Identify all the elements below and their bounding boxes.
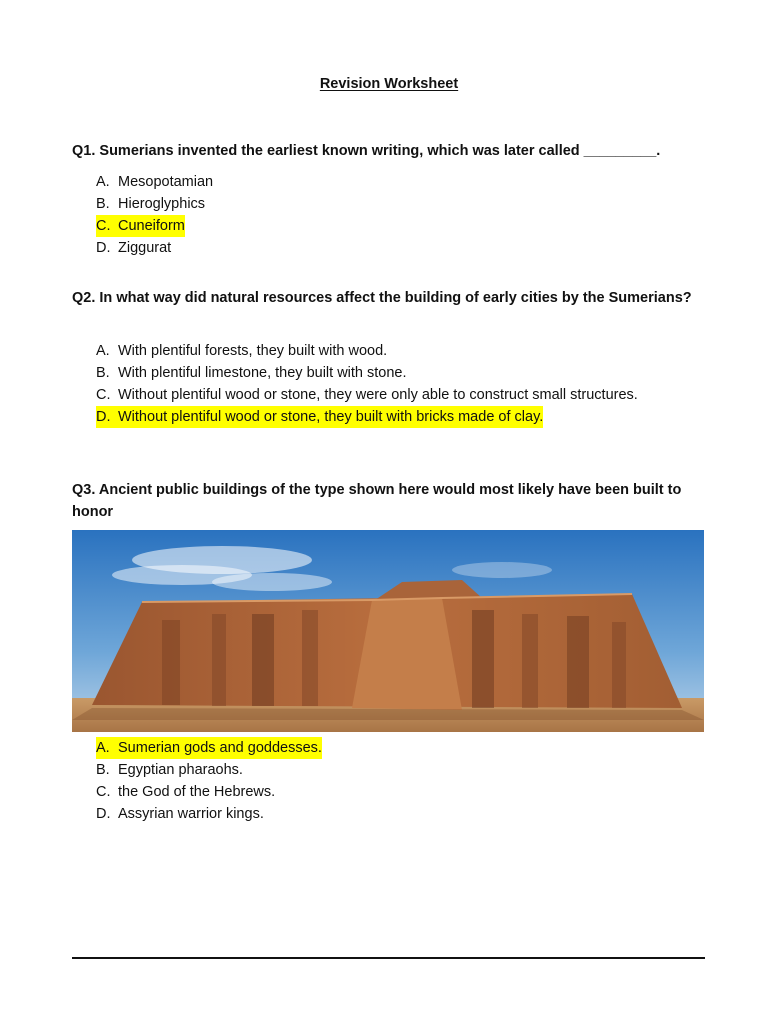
- q2-option-c: [96, 384, 696, 406]
- q3-option-d: [96, 803, 696, 825]
- q3-option-c: [96, 781, 696, 803]
- option-text: Sumerian gods and goddesses.: [118, 740, 322, 756]
- question-3: Q3. Ancient public buildings of the type shown here would most likely have been built to honor: [72, 482, 682, 520]
- answer-highlight: [96, 406, 543, 428]
- option-text: With plentiful limestone, they built with stone.: [118, 365, 407, 381]
- q2-option-b: [96, 362, 696, 384]
- option-letter: C.: [96, 218, 111, 234]
- option-letter: D.: [96, 240, 111, 256]
- option-text: Without plentiful wood or stone, they built with bricks made of clay.: [118, 409, 544, 425]
- option-text: Hieroglyphics: [118, 196, 206, 212]
- q1-option-d: [96, 237, 696, 259]
- answer-highlight: [96, 215, 185, 237]
- option-text: Ziggurat: [118, 240, 172, 256]
- option-text: Assyrian warrior kings.: [118, 806, 264, 822]
- footer-rule: [72, 957, 705, 959]
- q2-option-d-answer: [96, 406, 696, 428]
- option-letter: A.: [96, 174, 110, 190]
- q2-option-a: [96, 340, 696, 362]
- option-text: Egyptian pharaohs.: [118, 762, 243, 778]
- option-text: Without plentiful wood or stone, they were only able to construct small structures.: [118, 387, 638, 403]
- option-letter: A.: [96, 740, 110, 756]
- ziggurat-photo: [72, 530, 704, 732]
- page-title: Revision Worksheet: [319, 76, 459, 92]
- question-3-options: [96, 737, 696, 825]
- option-letter: C.: [96, 784, 111, 800]
- q3-option-b: [96, 759, 696, 781]
- question-2: Q2. In what way did natural resources affect the building of early cities by the Sumerians?: [72, 290, 692, 306]
- option-letter: D.: [96, 806, 111, 822]
- option-letter: B.: [96, 365, 110, 381]
- q3-option-a-answer: [96, 737, 696, 759]
- option-letter: C.: [96, 387, 111, 403]
- option-letter: B.: [96, 196, 110, 212]
- question-2-options: [96, 340, 696, 428]
- option-text: the God of the Hebrews.: [118, 784, 276, 800]
- option-text: Mesopotamian: [118, 174, 214, 190]
- q1-option-b: [96, 193, 696, 215]
- option-letter: D.: [96, 409, 111, 425]
- option-text: Cuneiform: [118, 218, 185, 234]
- question-1: Q1. Sumerians invented the earliest known writing, which was later called _________.: [72, 143, 661, 159]
- option-text: With plentiful forests, they built with wood.: [118, 343, 388, 359]
- ziggurat-illustration: [72, 530, 704, 732]
- q1-option-a: [96, 171, 696, 193]
- answer-highlight: [96, 737, 322, 759]
- option-letter: B.: [96, 762, 110, 778]
- question-1-options: [96, 171, 696, 259]
- option-letter: A.: [96, 343, 110, 359]
- q1-option-c-answer: [96, 215, 696, 237]
